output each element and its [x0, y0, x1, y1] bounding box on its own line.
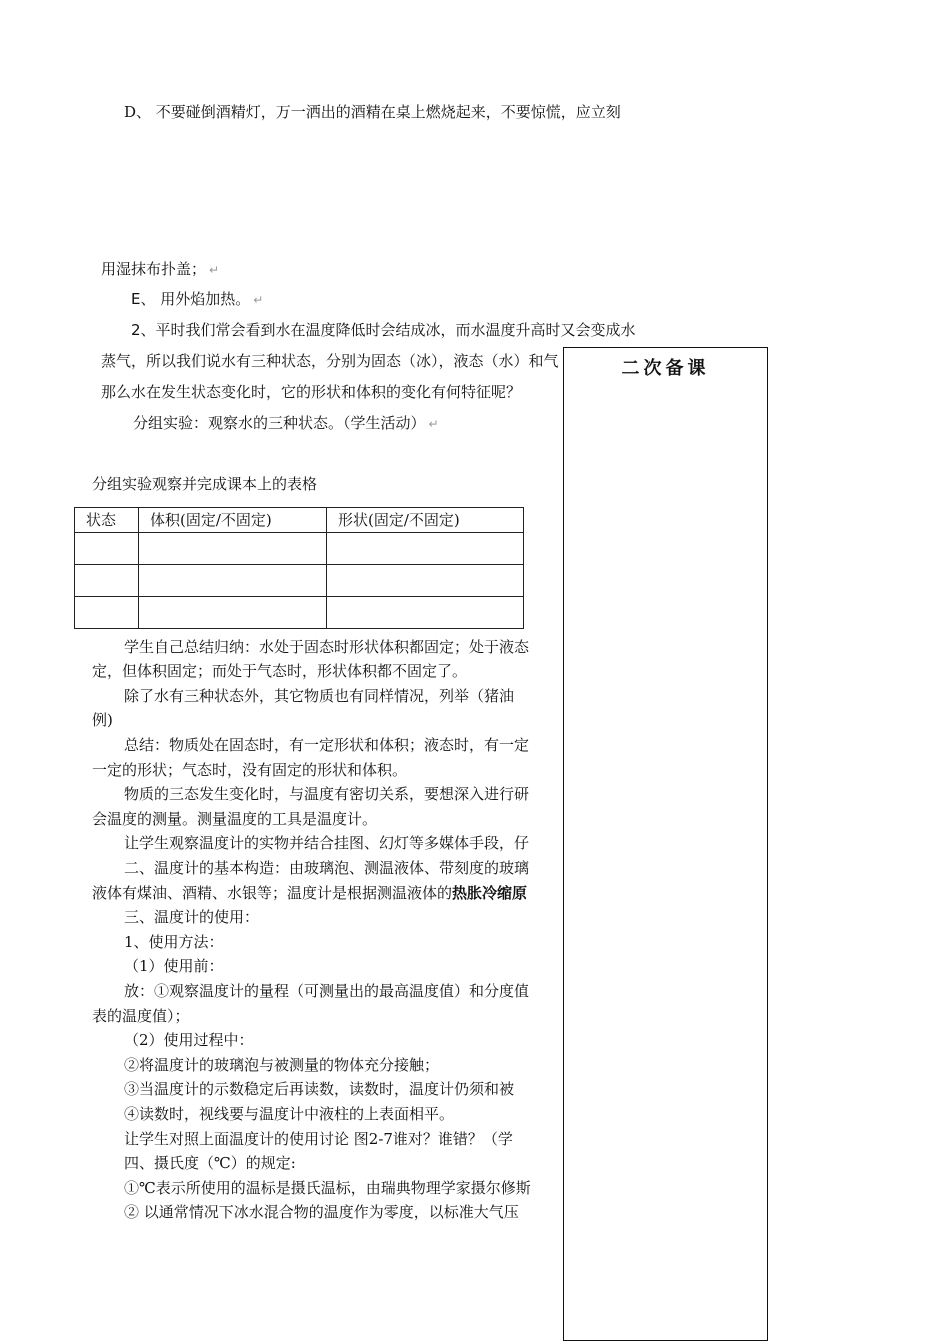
- table-header-cell: 形状(固定/不固定): [327, 508, 524, 533]
- body-line: （1）使用前：: [124, 957, 224, 975]
- bold-phrase: 热胀冷缩原: [452, 884, 528, 902]
- body-line: 二、温度计的基本构造：由玻璃泡、测温液体、带刻度的玻璃: [124, 859, 530, 877]
- sidebox-title: 二次备课: [621, 358, 710, 379]
- table-intro: 分组实验观察并完成课本上的表格: [92, 475, 318, 493]
- table-cell: [75, 597, 139, 629]
- second-preparation-box: [563, 347, 768, 1341]
- body-line: 除了水有三种状态外，其它物质也有同样情况，列举（猪油: [124, 687, 515, 705]
- body-line: 定，但体积固定；而处于气态时，形状体积都不固定了。: [92, 662, 468, 680]
- scan-line-4: 蒸气，所以我们说水有三种状态，分别为固态（冰），液态（水）和气: [101, 352, 559, 370]
- body-line: 表的温度值）；: [92, 1007, 190, 1025]
- body-line: 让学生观察温度计的实物并结合挂图、幻灯等多媒体手段，仔: [124, 834, 530, 852]
- table-cell: [139, 597, 327, 629]
- body-line: ①℃表示所使用的温标是摄氏温标，由瑞典物理学家摄尔修斯: [124, 1179, 531, 1197]
- body-line: [92, 883, 527, 903]
- scan-line-3: 2、平时我们常会看到水在温度降低时会结成冰，而水温度升高时又会变成水: [131, 321, 636, 339]
- body-line: 三、温度计的使用：: [124, 908, 260, 926]
- item-d: D、 不要碰倒酒精灯，万一洒出的酒精在桌上燃烧起来，不要惊慌，应立刻: [124, 103, 621, 121]
- body-line: ④读数时，视线要与温度计中液柱的上表面相平。: [124, 1105, 455, 1123]
- paragraph-mark-icon: ↵: [253, 293, 264, 307]
- table-cell: [75, 565, 139, 597]
- body-line: 一定的形状；气态时，没有固定的形状和体积。: [92, 761, 408, 779]
- table-header-cell: 体积(固定/不固定): [139, 508, 327, 533]
- body-line: 会温度的测量。测量温度的工具是温度计。: [92, 810, 378, 828]
- table-cell: [327, 597, 524, 629]
- body-text: 液体有煤油、酒精、水银等；温度计是根据测温液体的: [92, 884, 453, 902]
- body-line: 四、摄氏度（℃）的规定:: [124, 1154, 296, 1172]
- table-cell: [139, 533, 327, 565]
- paragraph-mark-icon: ↵: [428, 417, 439, 431]
- table-cell: [75, 533, 139, 565]
- table-cell: [139, 565, 327, 597]
- body-line: 放：①观察温度计的量程（可测量出的最高温度值）和分度值: [124, 982, 530, 1000]
- scan-line-6: [133, 413, 439, 434]
- body-line: 1、使用方法：: [124, 933, 224, 951]
- body-line: 物质的三态发生变化时，与温度有密切关系，要想深入进行研: [124, 785, 530, 803]
- scan-text: 用湿抹布扑盖；: [101, 260, 207, 278]
- scan-text: E、 用外焰加热。: [131, 290, 251, 308]
- table-row: [75, 533, 524, 565]
- body-line: （2）使用过程中：: [124, 1031, 254, 1049]
- scan-line-5: 那么水在发生状态变化时，它的形状和体积的变化有何特征呢？: [101, 383, 522, 401]
- table-header-cell: 状态: [75, 508, 139, 533]
- body-line: 总结：物质处在固态时，有一定形状和体积；液态时，有一定: [124, 736, 530, 754]
- body-line: 例): [92, 711, 113, 729]
- body-line: ③当温度计的示数稳定后再读数，读数时，温度计仍须和被: [124, 1080, 515, 1098]
- paragraph-mark-icon: ↵: [209, 263, 220, 277]
- body-line: 让学生对照上面温度计的使用讨论 图2-7谁对？谁错？（学: [124, 1130, 513, 1148]
- table-header-row: [75, 508, 524, 533]
- table-cell: [327, 565, 524, 597]
- scan-line-2: [131, 289, 263, 310]
- body-line: ② 以通常情况下冰水混合物的温度作为零度，以标准大气压: [124, 1203, 519, 1221]
- table-row: [75, 597, 524, 629]
- table-row: [75, 565, 524, 597]
- body-line: 学生自己总结归纳：水处于固态时形状体积都固定；处于液态: [124, 638, 530, 656]
- scan-text: 分组实验：观察水的三种状态。（学生活动）: [133, 414, 426, 432]
- state-table: [74, 507, 524, 629]
- scan-line-1: [101, 259, 219, 280]
- body-line: ②将温度计的玻璃泡与被测量的物体充分接触；: [124, 1056, 440, 1074]
- table-cell: [327, 533, 524, 565]
